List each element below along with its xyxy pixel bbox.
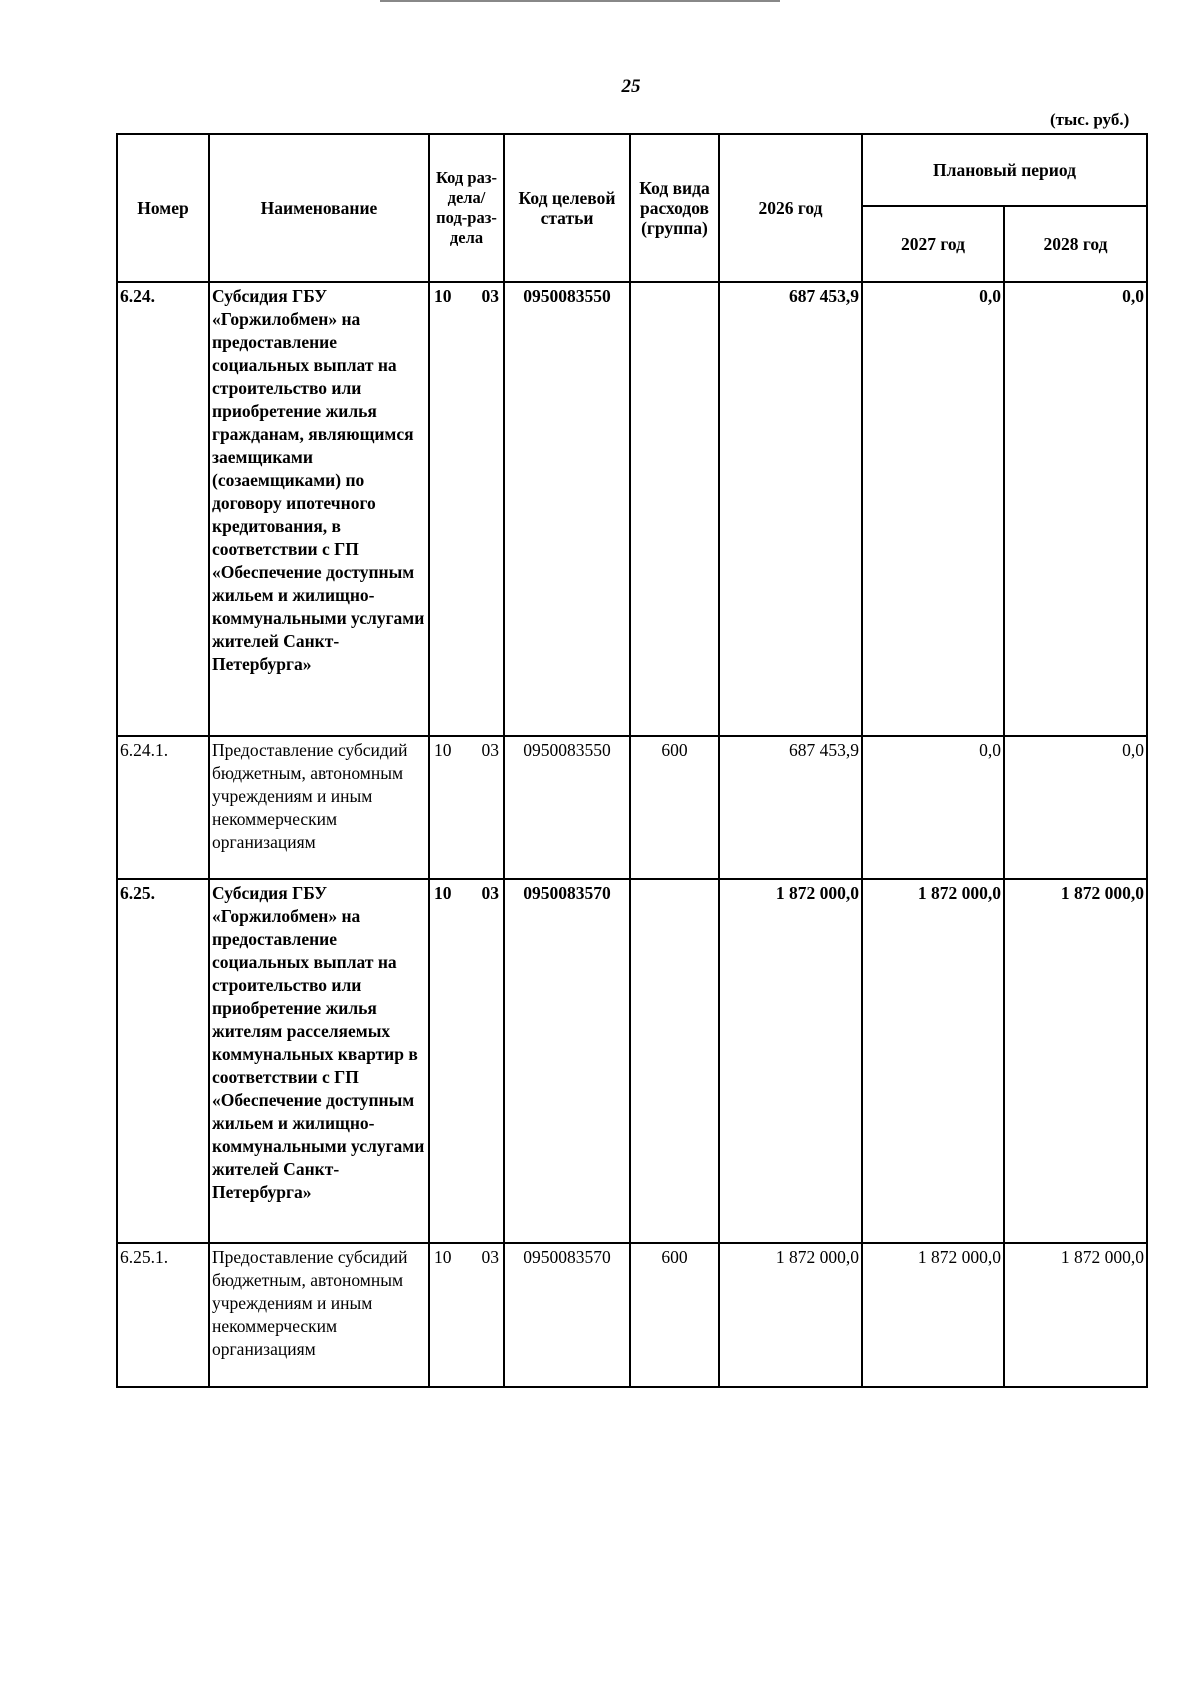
top-scan-line	[380, 0, 780, 2]
table-row	[117, 1243, 1147, 1387]
row-2026-value: 1 872 000,0	[719, 1243, 862, 1387]
row-section-code	[429, 879, 504, 1243]
row-number: 6.25.	[117, 879, 209, 1243]
row-target-code: 0950083550	[504, 282, 630, 736]
row-section: 10	[434, 883, 452, 903]
header-section-code: Код раз-дела/ под-раз-дела	[429, 134, 504, 282]
row-2028-value: 1 872 000,0	[1004, 1243, 1147, 1387]
row-section: 10	[434, 740, 452, 760]
row-target-code: 0950083550	[504, 736, 630, 879]
row-2027-value: 0,0	[862, 282, 1004, 736]
row-subsection: 03	[481, 740, 499, 760]
header-planned-period: Плановый период	[862, 134, 1147, 206]
row-2026-value: 687 453,9	[719, 736, 862, 879]
row-2027-value: 1 872 000,0	[862, 879, 1004, 1243]
row-name: Субсидия ГБУ «Горжилобмен» на предоставление социальных выплат на строительство или приобретение жилья жителям расселяемых коммунальных квартир в соответствии с ГП «Обеспечение доступным жильем и жилищно-коммунальными услугами жителей Санкт-Петербурга»	[209, 879, 429, 1243]
row-expense-type	[630, 282, 719, 736]
row-number: 6.24.1.	[117, 736, 209, 879]
row-expense-type	[630, 879, 719, 1243]
header-row-top	[117, 134, 1147, 206]
row-target-code: 0950083570	[504, 879, 630, 1243]
header-number: Номер	[117, 134, 209, 282]
row-section: 10	[434, 1247, 452, 1267]
row-2027-value: 0,0	[862, 736, 1004, 879]
row-number: 6.25.1.	[117, 1243, 209, 1387]
row-section: 10	[434, 286, 452, 306]
table-row	[117, 282, 1147, 736]
header-year-2026: 2026 год	[719, 134, 862, 282]
row-section-code	[429, 1243, 504, 1387]
row-2027-value: 1 872 000,0	[862, 1243, 1004, 1387]
row-2028-value: 0,0	[1004, 282, 1147, 736]
table-row	[117, 879, 1147, 1243]
table-row	[117, 736, 1147, 879]
row-name: Предоставление субсидий бюджетным, автономным учреждениям и иным некоммерческим организациям	[209, 1243, 429, 1387]
row-expense-type: 600	[630, 1243, 719, 1387]
row-section-code	[429, 282, 504, 736]
budget-table	[116, 133, 1148, 1388]
row-2026-value: 1 872 000,0	[719, 879, 862, 1243]
row-2026-value: 687 453,9	[719, 282, 862, 736]
row-expense-type: 600	[630, 736, 719, 879]
row-subsection: 03	[481, 883, 499, 903]
row-name: Субсидия ГБУ «Горжилобмен» на предоставление социальных выплат на строительство или приобретение жилья гражданам, являющимся заемщиками (созаемщиками) по договору ипотечного кредитования, в соответствии с ГП «Обеспечение доступным жильем и жилищно-коммунальными услугами жителей Санкт-Петербурга»	[209, 282, 429, 736]
row-2028-value: 1 872 000,0	[1004, 879, 1147, 1243]
header-target-code: Код целевой статьи	[504, 134, 630, 282]
row-section-code	[429, 736, 504, 879]
row-name: Предоставление субсидий бюджетным, автономным учреждениям и иным некоммерческим организациям	[209, 736, 429, 879]
header-year-2028: 2028 год	[1004, 206, 1147, 282]
header-year-2027: 2027 год	[862, 206, 1004, 282]
page-number: 25	[621, 76, 641, 97]
header-expense-type: Код вида расходов (группа)	[630, 134, 719, 282]
row-2028-value: 0,0	[1004, 736, 1147, 879]
units-note: (тыс. руб.)	[1050, 110, 1130, 129]
row-target-code: 0950083570	[504, 1243, 630, 1387]
row-number: 6.24.	[117, 282, 209, 736]
row-subsection: 03	[481, 286, 499, 306]
row-subsection: 03	[481, 1247, 499, 1267]
header-name: Наименование	[209, 134, 429, 282]
